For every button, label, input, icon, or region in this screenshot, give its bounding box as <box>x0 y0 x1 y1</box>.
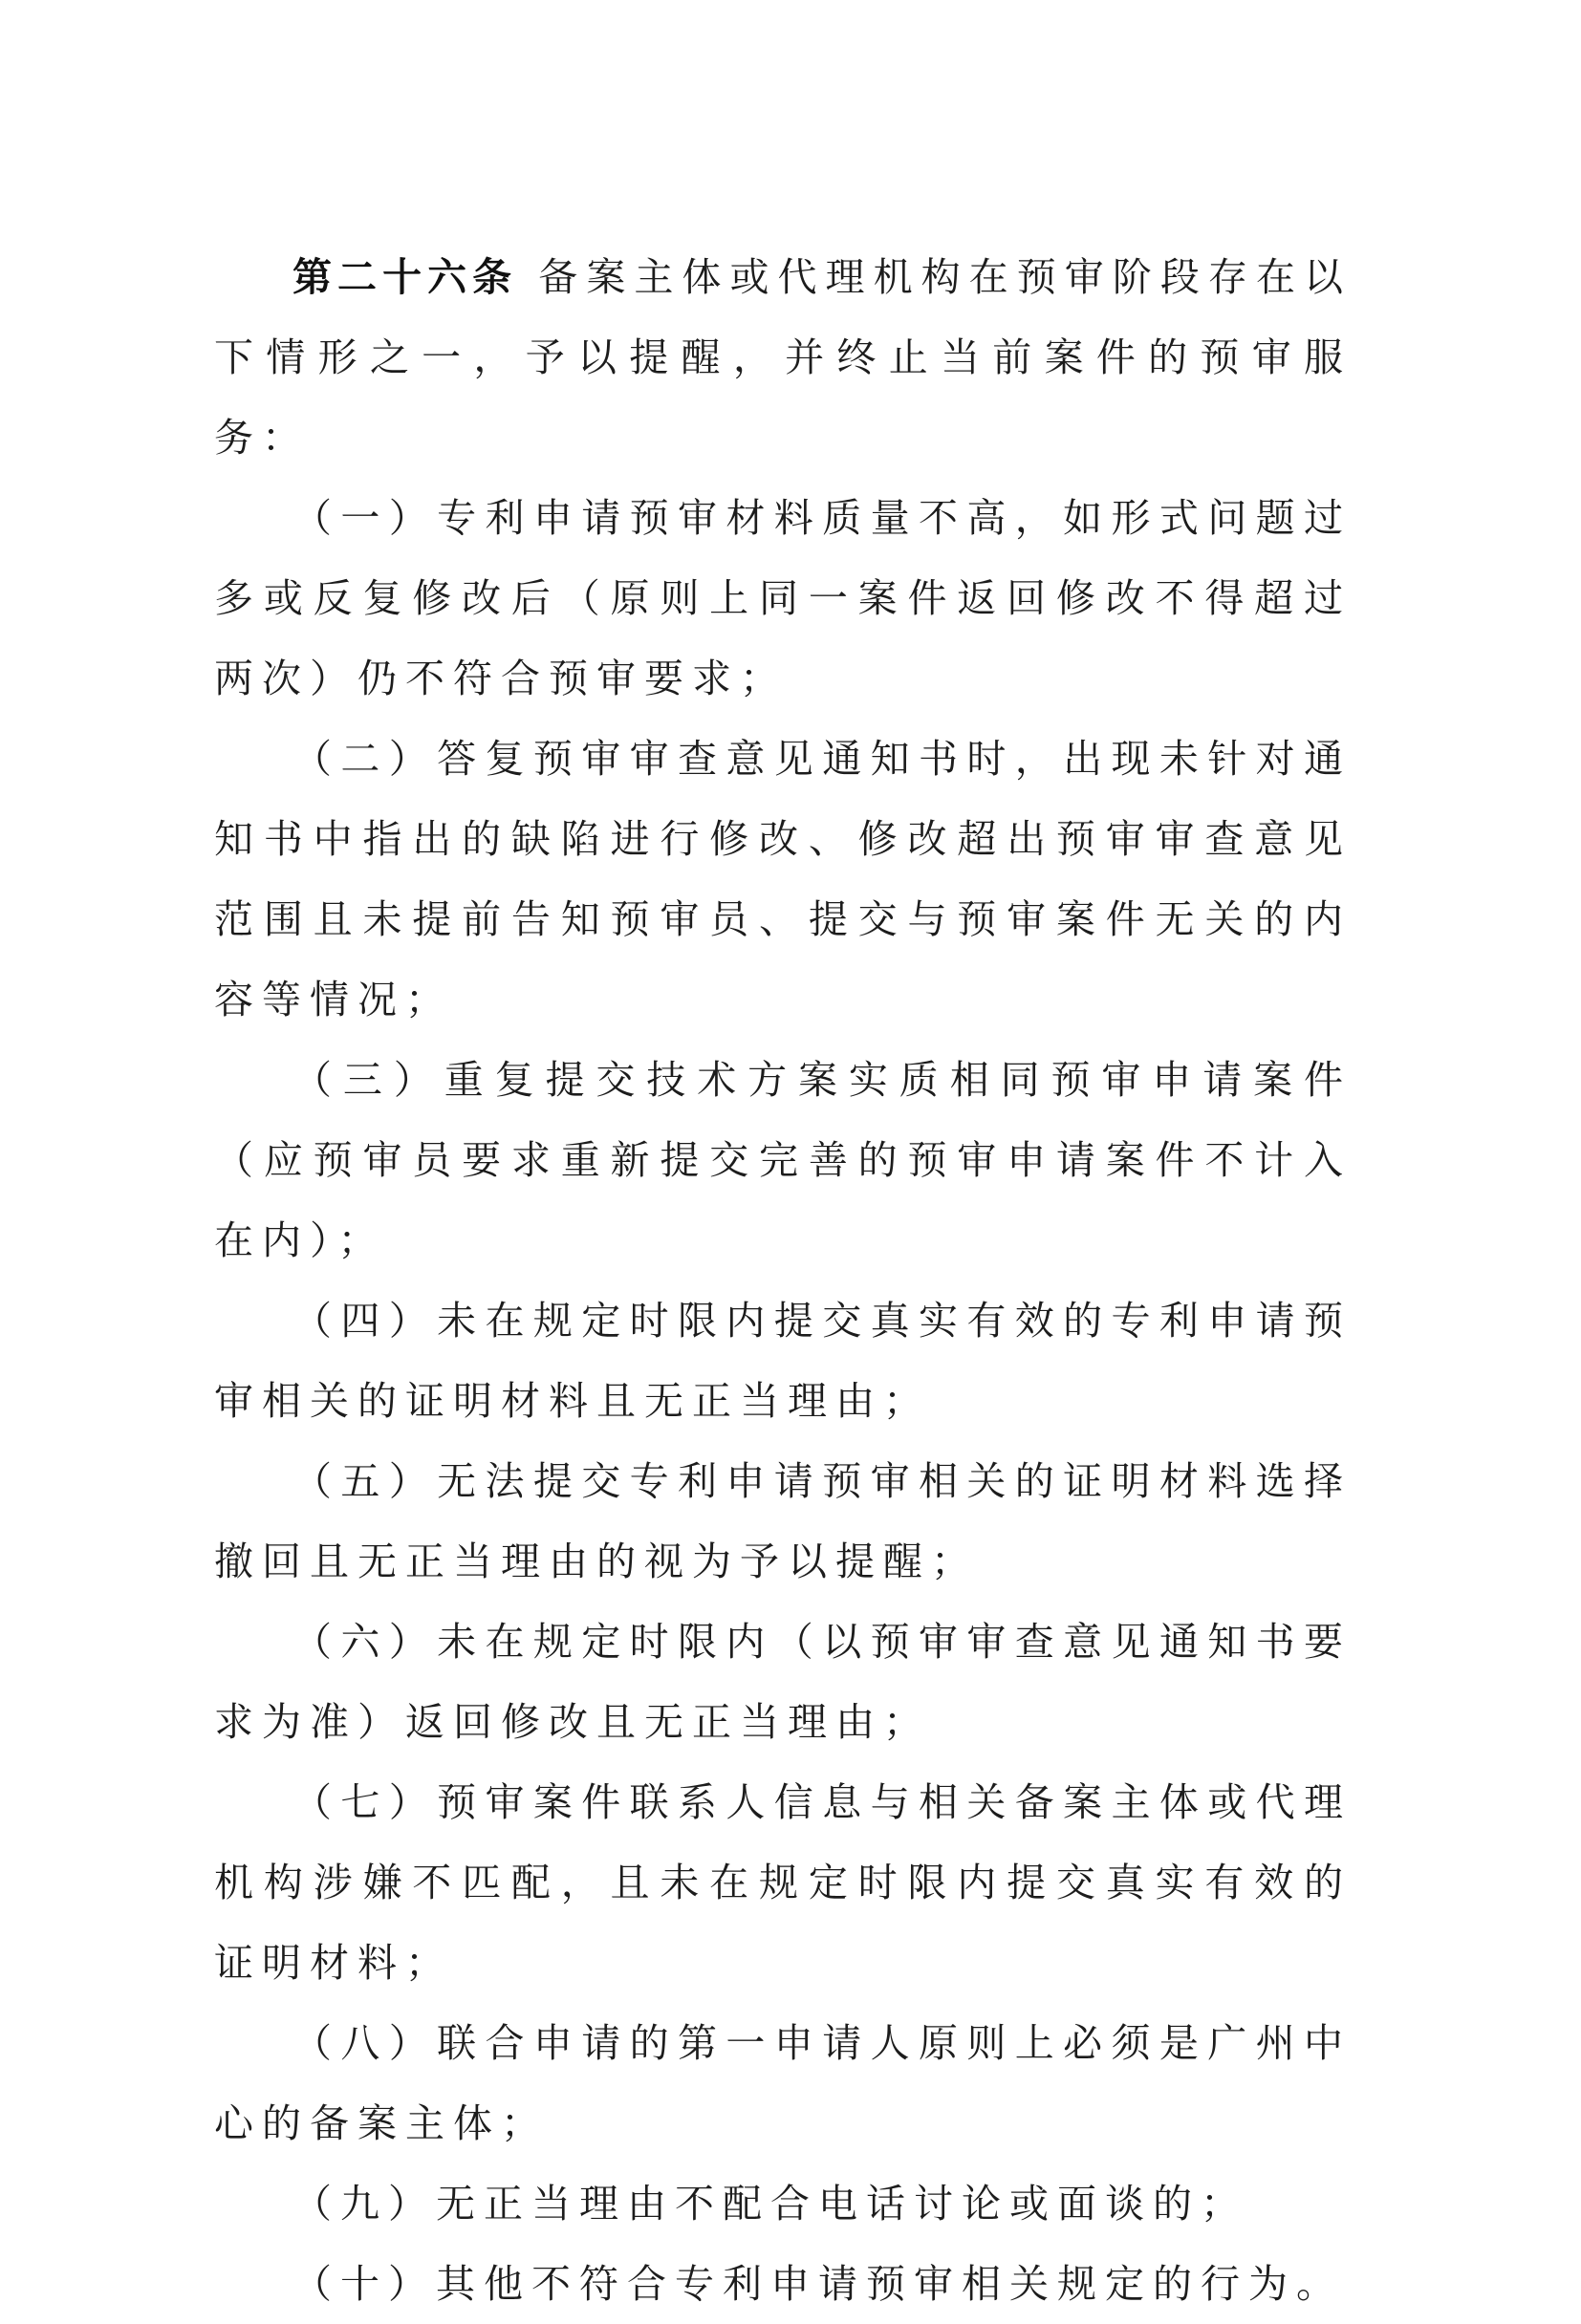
article-26-paragraph <box>214 237 1352 478</box>
list-item: （二）答复预审审查意见通知书时，出现未针对通知书中指出的缺陷进行修改、修改超出预审审查意见范围且未提前告知预审员、提交与预审案件无关的内容等情况； <box>214 736 1352 1022</box>
document-body <box>214 237 1352 2324</box>
list-item: （一）专利申请预审材料质量不高，如形式问题过多或反复修改后（原则上同一案件返回修改不得超过两次）仍不符合预审要求； <box>214 495 1352 701</box>
list-item: （十）其他不符合专利申请预审相关规定的行为。 <box>292 2261 1344 2307</box>
list-item: （三）重复提交技术方案实质相同预审申请案件（应预审员要求重新提交完善的预审申请案件不计入在内）； <box>214 1057 1352 1263</box>
article-title: 第二十六条 <box>292 254 518 300</box>
list-item: （六）未在规定时限内（以预审审查意见通知书要求为准）返回修改且无正当理由； <box>214 1619 1352 1745</box>
list-item: （五）无法提交专利申请预审相关的证明材料选择撤回且无正当理由的视为予以提醒； <box>214 1458 1352 1584</box>
list-item: （七）预审案件联系人信息与相关备案主体或代理机构涉嫌不匹配，且未在规定时限内提交真实有效的证明材料； <box>214 1779 1352 1986</box>
list-item: （九）无正当理由不配合电话讨论或面谈的； <box>292 2181 1248 2227</box>
article-intro: 备案主体或代理机构在预审阶段存在以下情形之一，予以提醒，并终止当前案件的预审服务： <box>214 254 1352 461</box>
list-item: （八）联合申请的第一申请人原则上必须是广州中心的备案主体； <box>214 2020 1352 2146</box>
list-item: （四）未在规定时限内提交真实有效的专利申请预审相关的证明材料且无正当理由； <box>214 1298 1352 1424</box>
